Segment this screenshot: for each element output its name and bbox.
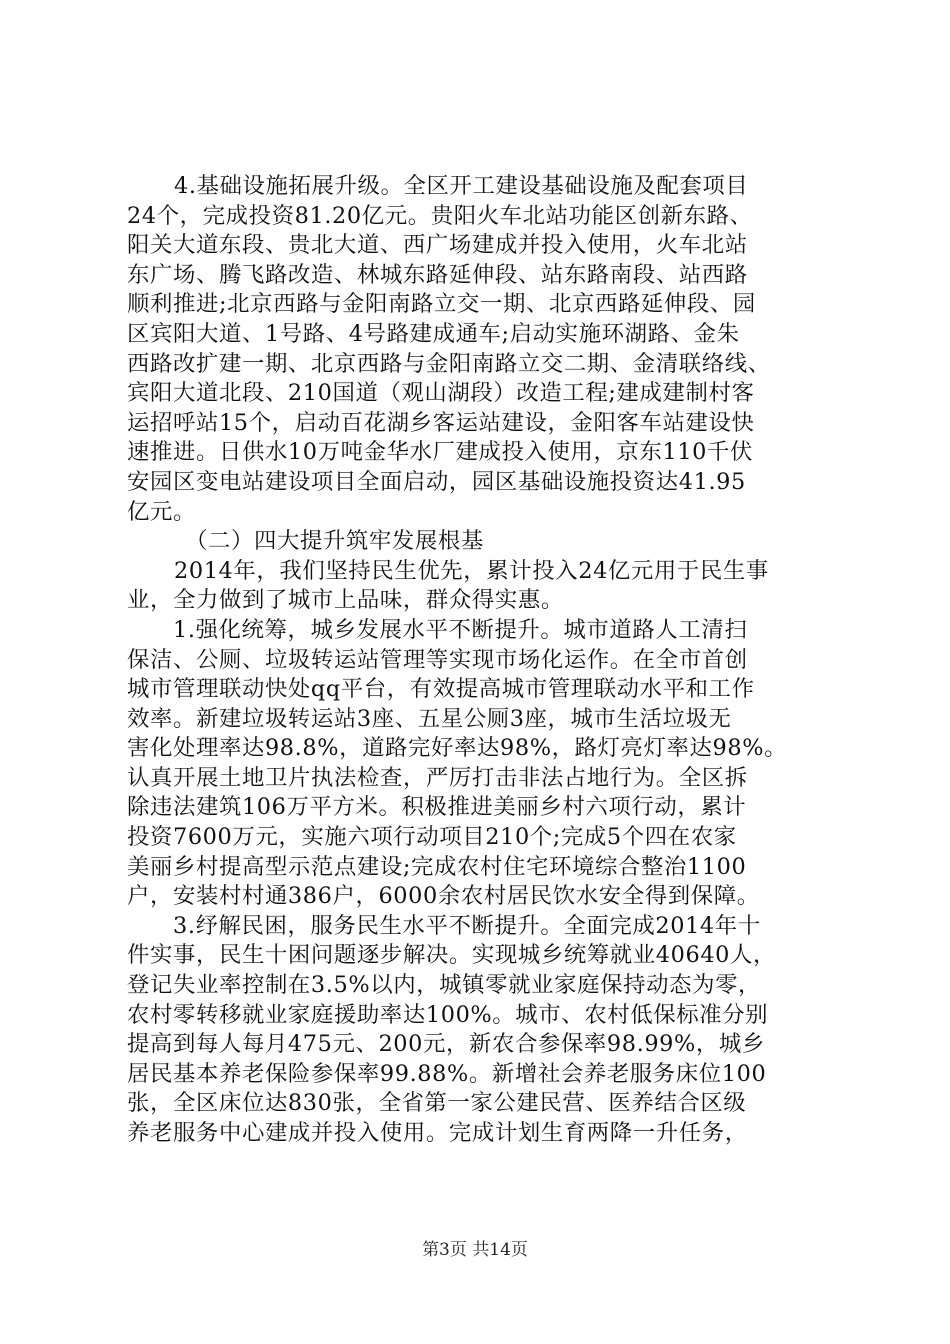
paragraph-livelihood <box>127 912 839 1149</box>
text-line: 保洁、公厕、垃圾转运站管理等实现市场化运作。在全市首创 <box>127 646 748 673</box>
text-line: 认真开展土地卫片执法检查，严厉打击非法占地行为。全区拆 <box>127 764 748 791</box>
text-line: 除违法建筑106万平方米。积极推进美丽乡村六项行动，累计 <box>127 794 747 821</box>
page-footer <box>0 1240 950 1260</box>
text-line: 速推进。日供水10万吨金华水厂建成投入使用，京东110千伏 <box>127 439 754 466</box>
text-line: 2014年，我们坚持民生优先，累计投入24亿元用于民生事 <box>174 557 769 584</box>
text-line: 提高到每人每月475元、200元，新农合参保率98.99%，城乡 <box>127 1031 765 1058</box>
text-line: 4.基础设施拓展升级。全区开工建设基础设施及配套项目 <box>174 173 749 199</box>
text-line: 养老服务中心建成并投入使用。完成计划生育两降一升任务， <box>127 1120 748 1146</box>
text-line: 宾阳大道北段、210国道（观山湖段）改造工程;建成建制村客 <box>127 380 755 407</box>
text-line: 运招呼站15个，启动百花湖乡客运站建设，金阳客车站建设快 <box>127 409 755 436</box>
section-heading-text: （二）四大提升筑牢发展根基 <box>185 528 484 555</box>
text-line: 件实事，民生十困问题逐步解决。实现城乡统筹就业40640人， <box>127 942 776 969</box>
section-heading <box>127 527 839 557</box>
text-line: 顺利推进;北京西路与金阳南路立交一期、北京西路延伸段、园 <box>127 291 756 318</box>
text-line: 害化处理率达98.8%，道路完好率达98%，路灯亮灯率达98%。 <box>127 735 788 762</box>
text-line: 24个，完成投资81.20亿元。贵阳火车北站功能区创新东路、 <box>127 202 753 229</box>
text-line: 西路改扩建一期、北京西路与金阳南路立交二期、金清联络线、 <box>127 350 771 377</box>
text-line: 阳关大道东段、贵北大道、西广场建成并投入使用，火车北站 <box>127 232 748 259</box>
text-line: 张，全区床位达830张，全省第一家公建民营、医养结合区级 <box>127 1090 747 1117</box>
paragraph-intro <box>127 557 839 616</box>
text-line: 1.强化统筹，城乡发展水平不断提升。城市道路人工清扫 <box>173 616 748 643</box>
text-line: 居民基本养老保险参保率99.88%。新增社会养老服务床位100 <box>127 1060 767 1087</box>
text-line: 户，安装村村通386户，6000余农村居民饮水安全得到保障。 <box>127 883 760 910</box>
text-line: 3.纾解民困，服务民生水平不断提升。全面完成2014年十 <box>173 912 761 939</box>
text-line: 区宾阳大道、1号路、4号路建成通车;启动实施环湖路、金朱 <box>127 320 740 347</box>
text-line: 亿元。 <box>127 498 196 525</box>
paragraph-urban-rural <box>127 616 839 912</box>
text-line: 农村零转移就业家庭援助率达100%。城市、农村低保标准分别 <box>127 1001 769 1028</box>
text-line: 安园区变电站建设项目全面启动，园区基础设施投资达41.95 <box>127 468 746 495</box>
text-line: 效率。新建垃圾转运站3座、五星公厕3座，城市生活垃圾无 <box>127 705 732 732</box>
text-line: 投资7600万元，实施六项行动项目210个;完成5个四在农家 <box>127 824 737 851</box>
text-line: 城市管理联动快处qq平台，有效提高城市管理联动水平和工作 <box>127 676 755 703</box>
text-line: 登记失业率控制在3.5%以内，城镇零就业家庭保持动态为零， <box>127 972 762 999</box>
document-body <box>127 172 839 1149</box>
text-line: 东广场、腾飞路改造、林城东路延伸段、站东路南段、站西路 <box>127 261 748 288</box>
paragraph-infrastructure <box>127 172 839 527</box>
text-line: 美丽乡村提高型示范点建设;完成农村住宅环境综合整治1100 <box>127 853 747 880</box>
text-line: 业，全力做到了城市上品味，群众得实惠。 <box>127 587 564 614</box>
page-number: 第3页 共14页 <box>422 1240 528 1260</box>
